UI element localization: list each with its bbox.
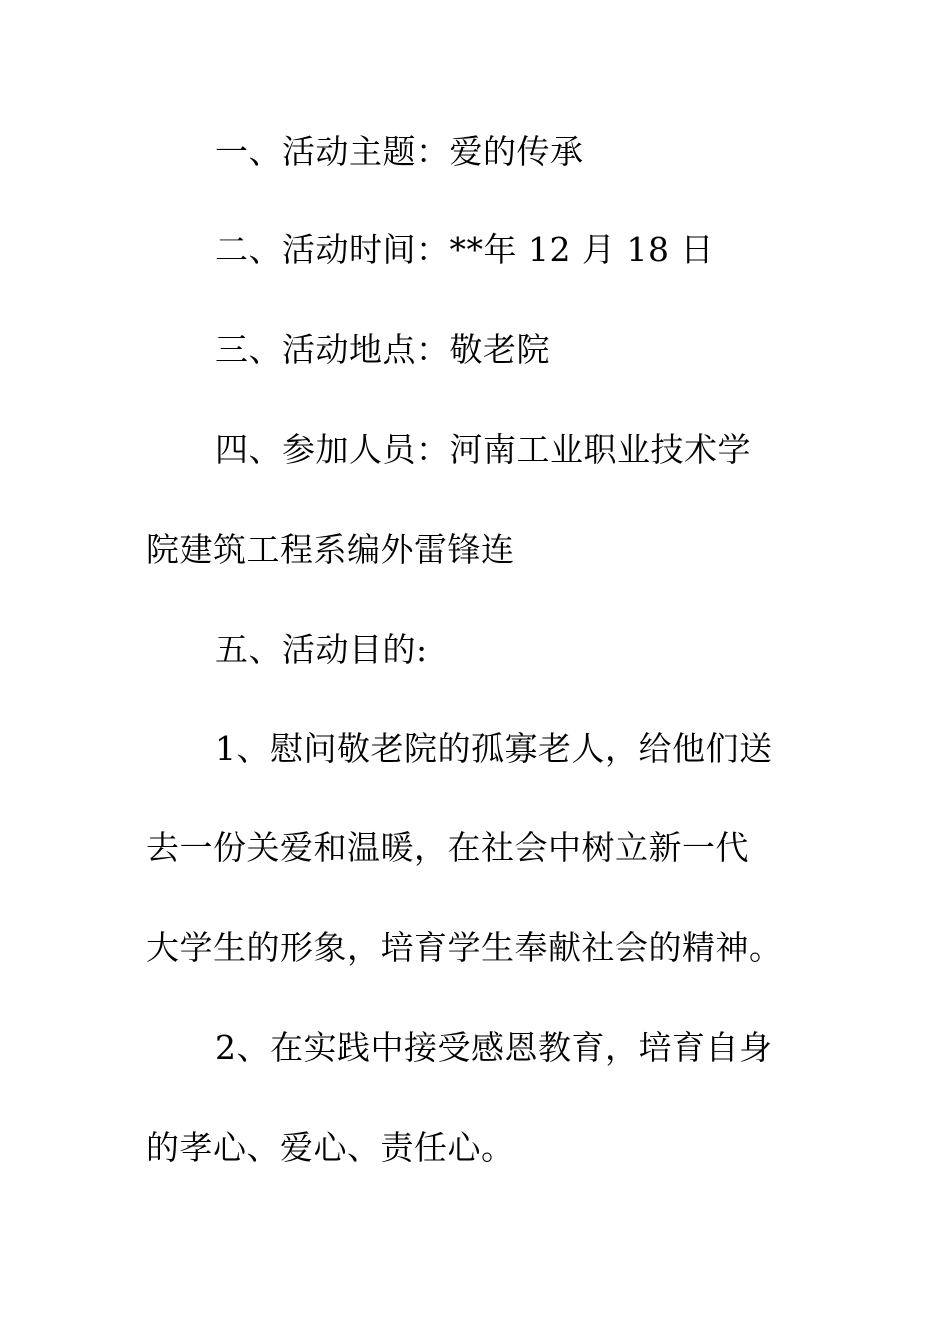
theme-line: 一、活动主题：爱的传承 [215, 132, 584, 171]
time-line: 二、活动时间：**年 12 月 18 日 [215, 230, 714, 269]
purpose-item-2-line-2: 的孝心、爱心、责任心。 [146, 1128, 515, 1167]
purpose-item-1-line-3: 大学生的形象，培育学生奉献社会的精神。 [146, 928, 783, 967]
purpose-item-2-line-1: 2、在实践中接受感恩教育，培育自身 [215, 1028, 773, 1067]
purpose-item-1-line-1: 1、慰问敬老院的孤寡老人，给他们送 [215, 729, 773, 768]
participants-line-continued: 院建筑工程系编外雷锋连 [146, 530, 515, 569]
location-line: 三、活动地点：敬老院 [215, 330, 550, 369]
purpose-item-1-line-2: 去一份关爱和温暖，在社会中树立新一代 [146, 828, 749, 867]
participants-line: 四、参加人员：河南工业职业技术学 [215, 430, 751, 469]
purpose-heading: 五、活动目的: [215, 630, 428, 669]
